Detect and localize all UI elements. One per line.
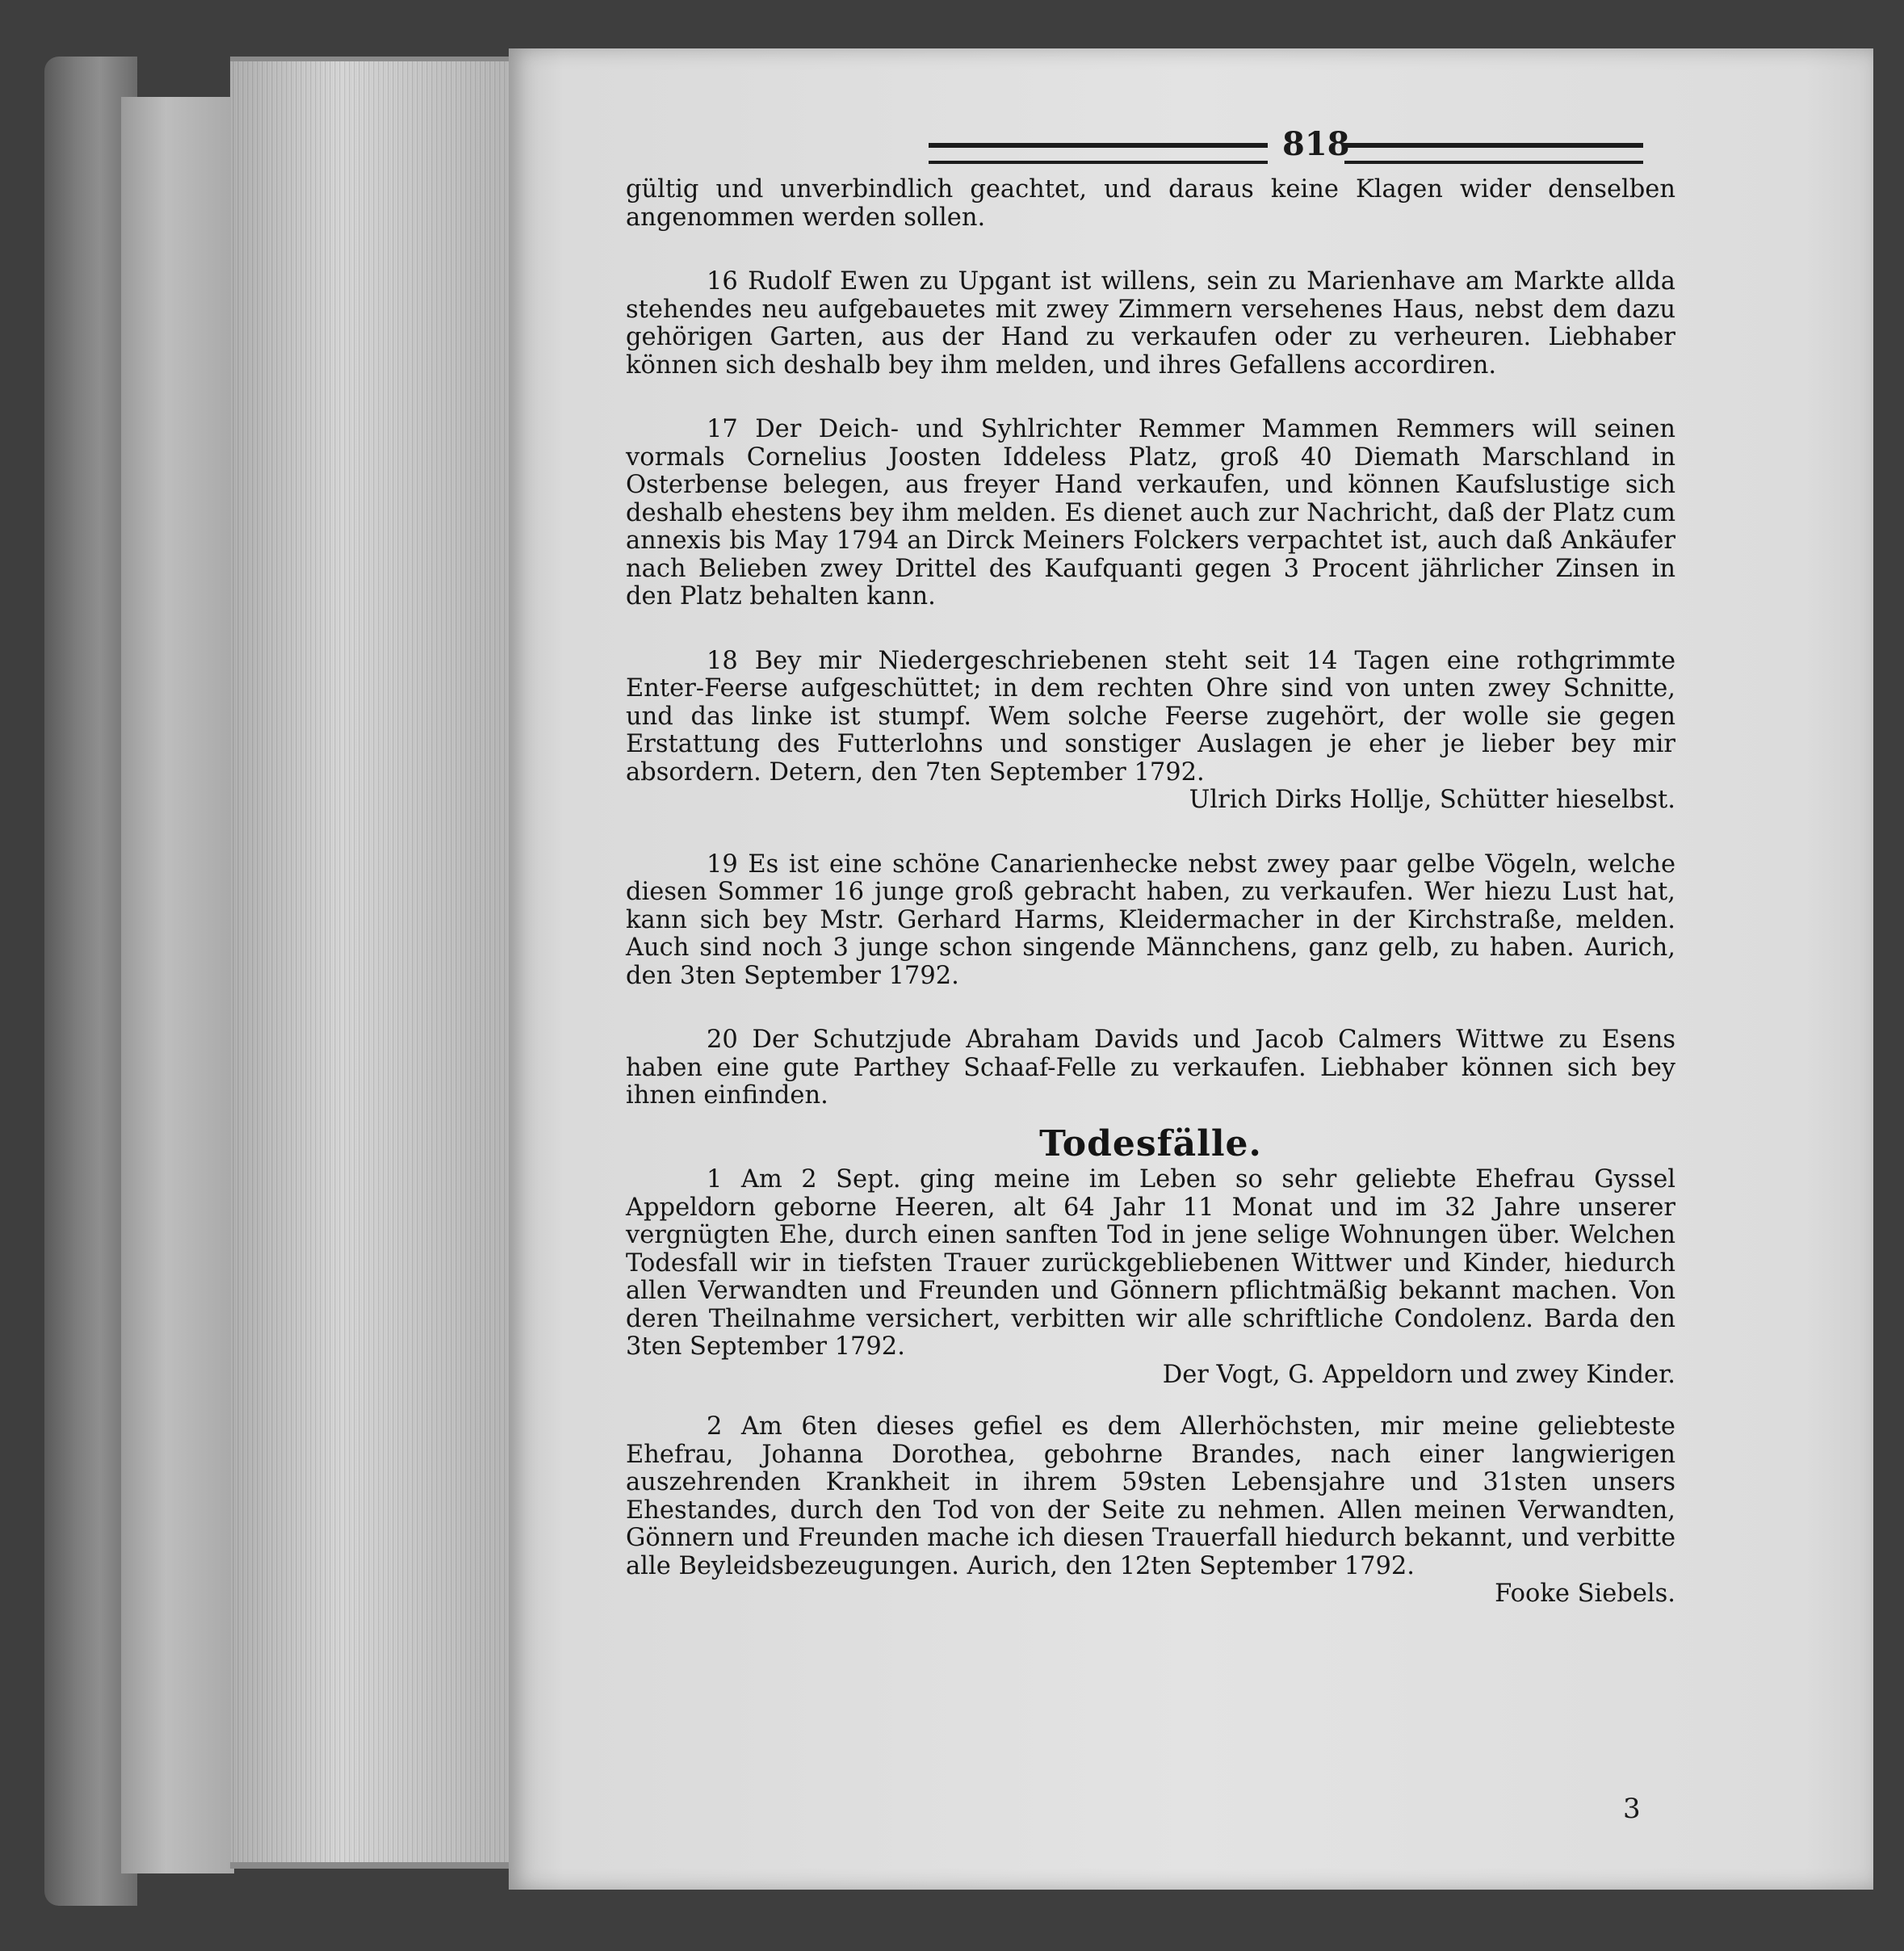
page-content (626, 170, 1675, 1609)
advertisement-20: 20 Der Schutzjude Abraham Davids und Jacob Calmers Wittwe zu Esens haben eine gute Parthey Schaaf-Felle zu verkaufen. Liebhaber können sich bey ihnen einfinden. (626, 1026, 1675, 1110)
death-notice-1-signature: Der Vogt, G. Appeldorn und zwey Kinder. (1162, 1360, 1675, 1389)
advertisement-19: 19 Es ist eine schöne Canarienhecke nebst zwey paar gelbe Vögeln, welche diesen Sommer 16 junge groß gebracht haben, zu verkaufen. Wer hiezu Lust hat, kann sich bey Mstr. Gerhard Harms, Kleidermacher in der Kirchstraße, melden. Auch sind noch 3 junge schon singende Männchens, ganz gelb, zu haben. Aurich, den 3ten September 1792. (626, 850, 1675, 990)
advertisement-17: 17 Der Deich- und Syhlrichter Remmer Mammen Remmers will seinen vormals Cornelius Joosten Iddeless Platz, groß 40 Diemath Marschland in Osterbense belegen, aus freyer Hand verkaufen, und können Kaufslustige sich deshalb ehestens bey ihm melden. Es dienet auch zur Nachricht, daß der Platz cum annexis bis May 1794 an Dirck Meiners Folckers verpachtet ist, auch daß Ankäufer nach Belieben zwey Drittel des Kaufquanti gegen 3 Procent jährlicher Zinsen in den Platz behalten kann. (626, 415, 1675, 610)
header-rule-right (1344, 143, 1643, 164)
continued-paragraph: gültig und unverbindlich geachtet, und daraus keine Klagen wider denselben angenommen werden sollen. (626, 175, 1675, 232)
book-page (509, 48, 1873, 1890)
death-notice-2: 2 Am 6ten dieses gefiel es dem Allerhöchsten, mir meine geliebteste Ehefrau, Johanna Dorothea, gebohrne Brandes, nach einer langwierigen auszehrenden Krankheit in ihrem 59sten Lebensjahre und 31sten unsers Ehestandes, durch den Tod von der Seite zu nehmen. Allen meinen Verwandten, Gönnern und Freunden mache ich diesen Trauerfall hiedurch bekannt, und verbitte alle Beyleidsbezeugungen. Aurich, den 12ten September 1792. (626, 1412, 1675, 1580)
book-cover-edge (121, 97, 234, 1873)
death-notice-2-signature: Fooke Siebels. (1495, 1580, 1675, 1608)
page-number: 818 (1282, 125, 1350, 163)
page-edges (230, 57, 509, 1869)
catchword: 3 (1623, 1793, 1641, 1825)
advertisement-18: 18 Bey mir Niedergeschriebenen steht seit 14 Tagen eine rothgrimmte Enter-Feerse aufgeschüttet; in dem rechten Ohre sind von unten zwey Schnitte, und das linke ist stumpf. Wem solche Feerse zugehört, der wolle sie gegen Erstattung des Futterlohns und sonstiger Auslagen je eher je lieber bey mir absordern. Detern, den 7ten September 1792. (626, 646, 1675, 787)
section-title: Todesfälle. (1039, 1122, 1262, 1164)
header-rule-left (929, 143, 1268, 164)
advertisement-16: 16 Rudolf Ewen zu Upgant ist willens, sein zu Marienhave am Markte allda stehendes neu aufgebauetes mit zwey Zimmern versehenes Haus, nebst dem dazu gehörigen Garten, aus der Hand zu verkaufen oder zu verheuren. Liebhaber können sich deshalb bey ihm melden, und ihres Gefallens accordiren. (626, 267, 1675, 380)
death-notice-1: 1 Am 2 Sept. ging meine im Leben so sehr geliebte Ehefrau Gyssel Appeldorn geborne Heeren, alt 64 Jahr 11 Monat und im 32 Jahre unserer vergnügten Ehe, durch einen sanften Tod in jene selige Wohnungen über. Welchen Todesfall wir in tiefsten Trauer zurückgebliebenen Wittwer und Kinder, hiedurch allen Verwandten und Freunden und Gönnern pflichtmäßig bekannt machen. Von deren Theilnahme versichert, verbitten wir alle schriftliche Condolenz. Barda den 3ten September 1792. (626, 1165, 1675, 1361)
advertisement-18-signature: Ulrich Dirks Hollje, Schütter hieselbst. (1189, 786, 1675, 814)
page-header (509, 125, 1873, 174)
